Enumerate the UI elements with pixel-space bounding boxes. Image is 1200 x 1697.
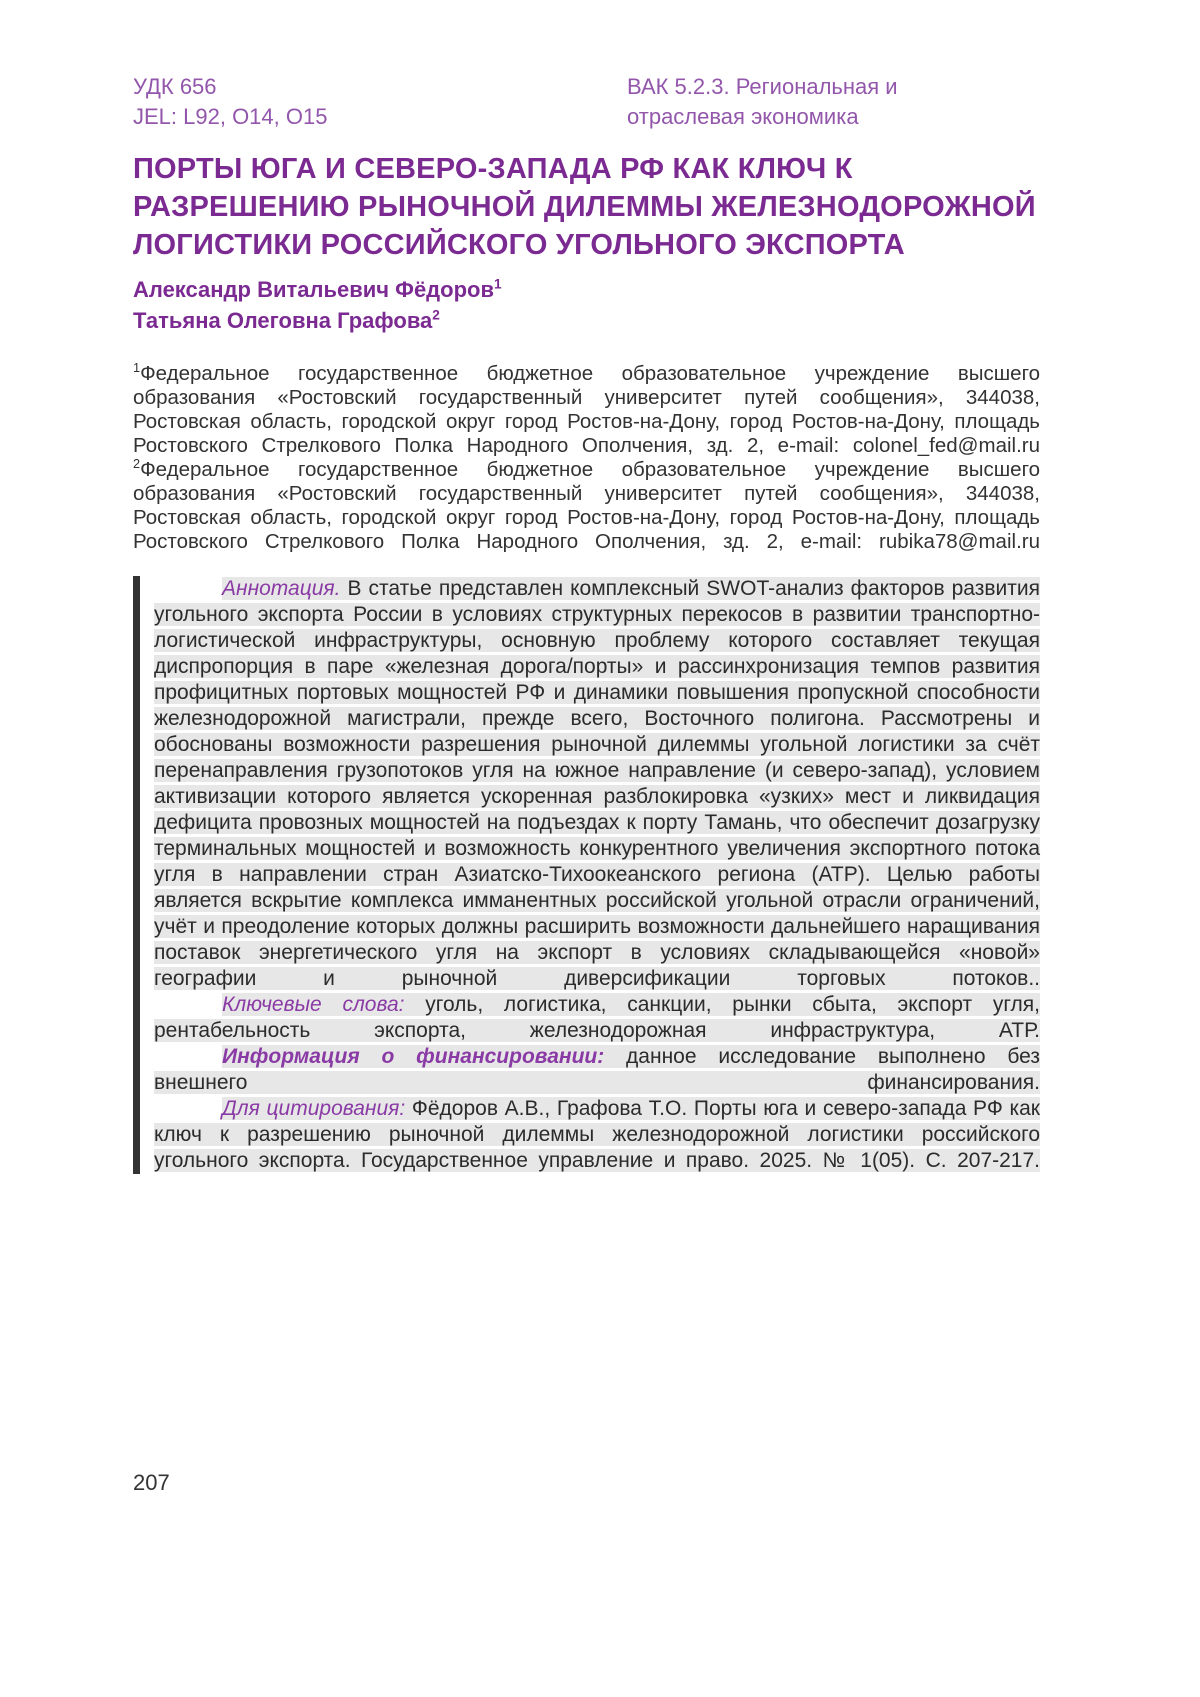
affiliation-1-marker: 1 — [133, 360, 141, 376]
affiliation-2 — [133, 458, 1040, 554]
vak-classification — [627, 72, 1040, 132]
udk-code: УДК 656 — [133, 74, 217, 99]
citation-text: Фёдоров А.В., Графова Т.О. Порты юга и северо-запада РФ как ключ к разрешению рыночной дилеммы железнодорожной логистики российского угольного экспорта. Государственное управление и право. 2025. № 1(05). С. 207-217. — [154, 1097, 1040, 1172]
affiliation-1-text: Федеральное государственное бюджетное образовательное учреждение высшего образования «Ростовский государственный университет путей сообщения», 344038, Ростовская область, городской округ город Ростов-на-Дону, город Ростов-на-Дону, площадь Ростовского Стрелкового Полка Народного Ополчения, зд. 2, e-mail: colonel_fed@mail.ru — [133, 362, 1040, 457]
abstract-paragraph — [154, 576, 1040, 992]
page-header — [133, 72, 1040, 132]
author-1-affiliation-marker: 1 — [493, 276, 502, 292]
authors-block — [133, 274, 1040, 336]
funding-label: Информация о финансировании: — [222, 1045, 605, 1068]
citation-label: Для цитирования: — [222, 1097, 406, 1120]
abstract-block — [133, 576, 1040, 1174]
page-number: 207 — [133, 1470, 170, 1495]
author-2-name: Татьяна Олеговна Графова — [133, 308, 433, 333]
abstract-text: В статье представлен комплексный SWOT-анализ факторов развития угольного экспорта России в условиях структурных перекосов в развитии транспортно-логистической инфраструктуры, основную проблему которого составляет текущая диспропорция в паре «железная дорога/порты» и рассинхронизация темпов развития профицитных портовых мощностей РФ и динамики повышения пропускной способности железнодорожной магистрали, прежде всего, Восточного полигона. Рассмотрены и обоснованы возможности разрешения рыночной дилеммы угольной логистики за счёт перенаправления грузопотоков угля на южное направление (и северо-запад), условием активизации которого является ускоренная разблокировка «узких» мест и ликвидация дефицита провозных мощностей на подъездах к порту Тамань, что обеспечит дозагрузку терминальных мощностей и возможность конкурентного увеличения экспортного потока угля в направлении стран Азиатско-Тихоокеанского региона (АТР). Целью работы является вскрытие комплекса имманентных российской угольной отрасли ограничений, учёт и преодоление которых должны расширить возможности дальнейшего наращивания поставок энергетического угля на экспорт в условиях складывающейся «новой» географии и рыночной диверсификации торговых потоков.. — [154, 577, 1040, 990]
funding-text: данное исследование выполнено без внешнего финансирования. — [154, 1045, 1040, 1094]
author-2 — [133, 305, 1040, 336]
header-left — [133, 72, 627, 132]
affiliation-2-marker: 2 — [133, 456, 141, 472]
article-title: ПОРТЫ ЮГА И СЕВЕРО-ЗАПАДА РФ КАК КЛЮЧ К РАЗРЕШЕНИЮ РЫНОЧНОЙ ДИЛЕММЫ ЖЕЛЕЗНОДОРОЖНОЙ ЛОГИСТИКИ РОССИЙСКОГО УГОЛЬНОГО ЭКСПОРТА — [133, 153, 1036, 261]
jel-codes: JEL: L92, O14, O15 — [133, 104, 328, 129]
vak-line-1: ВАК 5.2.3. Региональная и — [627, 74, 898, 99]
keywords-paragraph — [154, 992, 1040, 1044]
author-2-affiliation-marker: 2 — [432, 307, 440, 323]
page-content — [133, 72, 1040, 1174]
keywords-text: уголь, логистика, санкции, рынки сбыта, экспорт угля, рентабельность экспорта, железнодорожная инфраструктура, АТР. — [154, 993, 1040, 1042]
affiliations-block — [133, 362, 1040, 554]
citation-paragraph — [154, 1096, 1040, 1174]
vak-line-2: отраслевая экономика — [627, 104, 859, 129]
funding-paragraph — [154, 1044, 1040, 1096]
author-1-name: Александр Витальевич Фёдоров — [133, 277, 494, 302]
abstract-label: Аннотация. — [222, 577, 341, 600]
keywords-label: Ключевые слова: — [222, 993, 405, 1016]
author-1 — [133, 274, 1040, 305]
affiliation-2-text: Федеральное государственное бюджетное образовательное учреждение высшего образования «Ростовский государственный университет путей сообщения», 344038, Ростовская область, городской округ город Ростов-на-Дону, город Ростов-на-Дону, площадь Ростовского Стрелкового Полка Народного Ополчения, зд. 2, e-mail: rubika78@mail.ru — [133, 458, 1040, 553]
affiliation-1 — [133, 362, 1040, 458]
